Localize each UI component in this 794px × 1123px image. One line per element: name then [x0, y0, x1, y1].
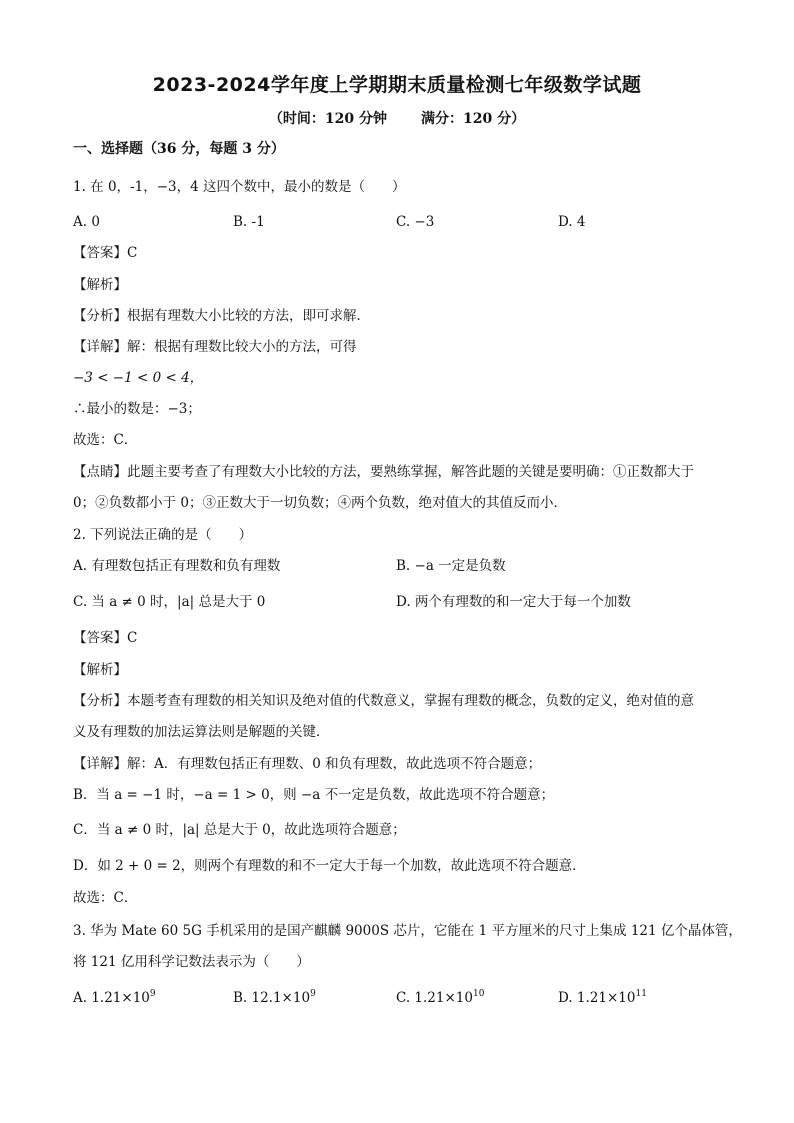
q2-option-a: A. 有理数包括正有理数和负有理数: [73, 558, 281, 574]
q1-option-d: D. 4: [558, 214, 586, 230]
time-label: （时间：120 分钟: [268, 111, 387, 127]
q1-fenxi: 【分析】根据有理数大小比较的方法，即可求解．: [73, 308, 370, 324]
q3-stem-line2: 将 121 亿用科学记数法表示为（ ）: [73, 954, 310, 970]
q1-answer: 【答案】C: [73, 245, 138, 261]
q3-option-a: A. $1.21\times 10^9$: [73, 989, 156, 1006]
q2-option-c: C. 当 a ≠ 0 时，|a| 总是大于 0: [73, 594, 266, 610]
q1-comment-line2: 0；②负数都小于 0；③正数大于一切负数；④两个负数，绝对值大的其值反而小．: [73, 495, 567, 511]
score-label: 满分：120 分）: [421, 111, 526, 127]
q2-stem: 2. 下列说法正确的是（ ）: [73, 527, 253, 543]
q2-fenxi-line1: 【分析】本题考查有理数的相关知识及绝对值的代数意义，掌握有理数的概念，负数的定义，绝对值的意: [73, 693, 694, 709]
section-heading: 一、选择题（36 分，每题 3 分）: [73, 141, 285, 157]
q2-detail-b: B．当 a = −1 时，−a = 1 > 0，则 −a 不一定是负数，故此选项不符合题意；: [73, 787, 555, 803]
q1-therefore: ∴最小的数是：−3；: [73, 401, 201, 417]
q2-option-d: D. 两个有理数的和一定大于每一个加数: [396, 594, 631, 610]
q2-option-b: B. −a 一定是负数: [396, 558, 506, 574]
q2-detail-c: C．当 a ≠ 0 时，|a| 总是大于 0，故此选项符合题意；: [73, 822, 406, 838]
q2-analysis-head: 【解析】: [73, 662, 127, 678]
q1-analysis-head: 【解析】: [73, 277, 127, 293]
q1-detail: 【详解】解：根据有理数比较大小的方法，可得: [73, 339, 357, 355]
q3-option-b: B. $12.1\times 10^9$: [233, 989, 316, 1006]
q1-comment-line1: 【点睛】此题主要考查了有理数大小比较的方法，要熟练掌握，解答此题的关键是要明确：①正数都大于: [73, 464, 694, 480]
q1-inequality: −3 < −1 < 0 < 4，: [73, 370, 204, 386]
q3-stem-line1: 3. 华为 Mate 60 5G 手机采用的是国产麒麟 9000S 芯片，它能在 1 平方厘米的尺寸上集成 121 亿个晶体管，: [73, 923, 742, 939]
q1-option-a: A. 0: [73, 214, 100, 230]
q3-option-d: D. $1.21\times 10^{11}$: [558, 989, 647, 1006]
q2-choose: 故选：C．: [73, 890, 138, 906]
exam-subtitle: [0, 108, 794, 128]
q1-choose: 故选：C．: [73, 432, 138, 448]
q3-option-c: C. $1.21\times 10^{10}$: [396, 989, 485, 1006]
q1-option-c: C. −3: [396, 214, 435, 230]
q1-option-b: B. -1: [233, 214, 265, 230]
exam-title: 2023-2024学年度上学期期末质量检测七年级数学试题: [152, 74, 642, 96]
q2-detail-d: D．如 2 + 0 = 2，则两个有理数的和不一定大于每一个加数，故此选项不符合题意．: [73, 858, 586, 874]
q1-stem: 1. 在 0，-1，−3，4 这四个数中，最小的数是（ ）: [73, 179, 406, 195]
q2-answer: 【答案】C: [73, 630, 138, 646]
q2-fenxi-line2: 义及有理数的加法运算法则是解题的关键．: [73, 724, 330, 740]
q2-detail-a: 【详解】解：A．有理数包括正有理数、0 和负有理数，故此选项不符合题意；: [73, 756, 542, 772]
